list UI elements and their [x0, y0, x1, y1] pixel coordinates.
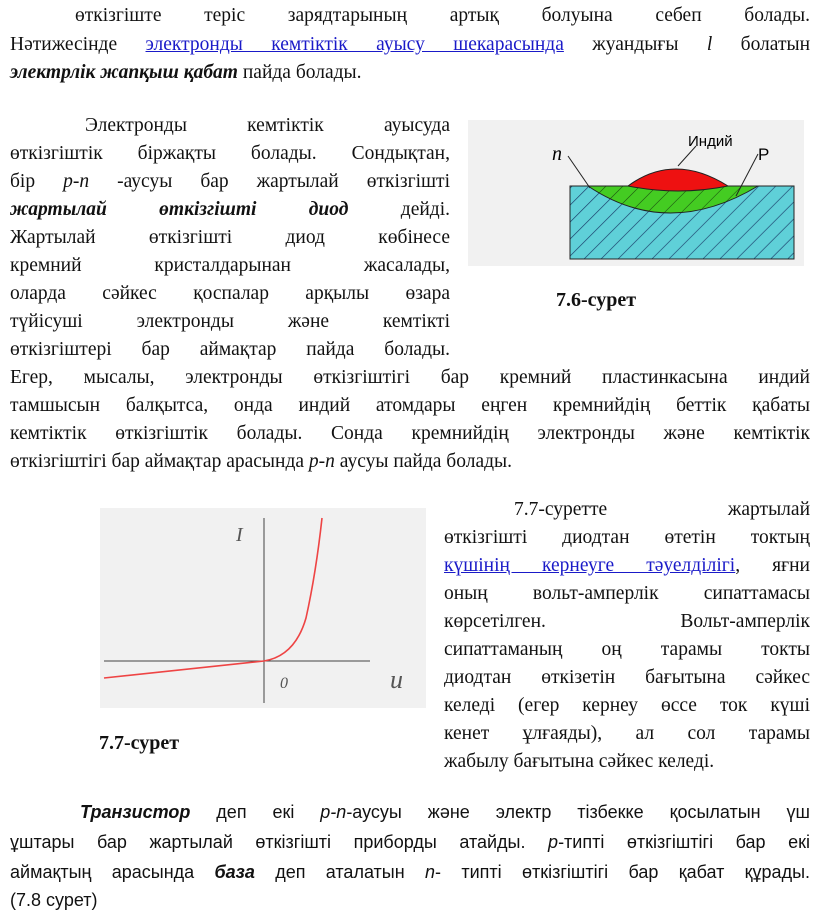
para4-text-3c: - типті өткізгіштігі бар қабат құрады. — [435, 862, 811, 882]
intro-text-3: пайда болады. — [237, 62, 362, 83]
para3-text-1: 7.7-суретте жартылай — [514, 499, 810, 520]
fig76-caption: 7.6-сурет — [556, 289, 637, 311]
thickness-variable: l — [706, 34, 713, 55]
para2-text-1: Электронды кемтіктік ауысуда — [85, 115, 450, 136]
figure-7-6 — [468, 120, 804, 266]
current-voltage-link[interactable]: күшінің кернеуге тәуелділігі — [444, 555, 736, 576]
para2-text-4: дейді. — [348, 199, 450, 220]
para3-line-9 — [444, 721, 810, 747]
para2-text-3b: -аусуы бар жартылай өткізгішті — [89, 171, 450, 192]
para2-text-8: түйісуші электронды және кемтікті — [10, 311, 450, 332]
para3-line-2 — [444, 525, 810, 551]
pn-boundary-link[interactable]: электронды кемтіктік ауысу шекарасында — [145, 34, 564, 55]
intro-text-2a: Нәтижесінде — [10, 34, 146, 55]
para3-text-2: өткізгішті диодтан өтетін токтың — [444, 527, 810, 548]
para2-line-5 — [10, 225, 450, 251]
figure-7-7 — [100, 508, 426, 708]
para2-line-3 — [10, 169, 450, 195]
para2-text-6: кремний кристалдарынан жасалады, — [10, 255, 450, 276]
para3-text-8: келеді (егер кернеу өссе ток күші — [444, 695, 810, 716]
para3-line-3 — [444, 553, 810, 579]
para4-text-1b: -аусуы және электр тізбекке қосылатын үш — [346, 802, 810, 822]
para4-text-2b: -типті өткізгіштігі бар екі — [558, 832, 810, 852]
para4-text-3b: деп аталатын — [254, 862, 426, 882]
fig77-caption: 7.7-сурет — [99, 732, 180, 754]
para2-text-10: Егер, мысалы, электронды өткізгіштігі бар кремний пластинкасына индий — [10, 367, 810, 388]
para2-text-11: тамшысын балқытса, онда индий атомдары еңген кремнийдің беттік қабаты — [10, 395, 810, 416]
para3-text-9: кенет ұлғаяды), ал сол тарамы — [444, 723, 810, 744]
axis-y-label: I — [236, 524, 243, 546]
origin-label: 0 — [280, 675, 288, 692]
para3-line-7 — [444, 665, 810, 691]
barrier-layer-term: электрлік жапқыш қабат — [10, 62, 238, 83]
para2-text-13a: өткізгіштігі бар аймақтар арасында — [10, 451, 309, 472]
p-type-term: p — [548, 832, 559, 852]
para2-full-1 — [10, 365, 810, 391]
para2-text-12: кемтіктік өткізгіштік болады. Сонда кремнийдің электронды және кемтіктік — [10, 423, 810, 444]
pn-term: p-n — [63, 171, 90, 192]
para3-line-1 — [444, 497, 810, 523]
para3-text-10: жабылу бағытына сәйкес келеді. — [444, 751, 715, 772]
indium-drop — [628, 169, 728, 191]
para3-text-6: сипаттаманың оң тарамы токты — [444, 639, 810, 660]
para4-line-2 — [10, 827, 810, 857]
para2-line-9 — [10, 337, 450, 363]
base-term: база — [214, 862, 255, 882]
transistor-term: Транзистор — [80, 802, 191, 822]
para3-text-4: оның вольт-амперлік сипаттамасы — [444, 583, 810, 604]
para3-text-5: көрсетілген. Вольт-амперлік — [444, 611, 810, 632]
para2-text-13b: аусуы пайда болады. — [334, 451, 512, 472]
para3-line-10 — [444, 749, 810, 775]
diode-structure-diagram — [468, 120, 804, 266]
intro-text-2c: болатын — [712, 34, 810, 55]
para2-line-1 — [10, 113, 450, 139]
label-p: P — [758, 145, 770, 164]
para4-line-4 — [10, 885, 810, 915]
para3-line-5 — [444, 609, 810, 635]
para4-line-3 — [10, 857, 810, 887]
para3-text-3: , яғни — [735, 555, 810, 576]
n-type-term: n — [425, 862, 436, 882]
diode-term: жартылай өткізгішті диод — [10, 199, 349, 220]
para2-line-8 — [10, 309, 450, 335]
para2-text-7: оларда сәйкес қоспалар арқылы өзара — [10, 283, 450, 304]
para3-line-6 — [444, 637, 810, 663]
para3-line-8 — [444, 693, 810, 719]
para2-full-3 — [10, 421, 810, 447]
axis-x-label: u — [390, 665, 403, 694]
intro-line-2 — [10, 32, 810, 58]
intro-text-2b: жуандығы — [563, 34, 707, 55]
para3-text-7: диодтан өткізетін бағытына сәйкес — [444, 667, 810, 688]
iv-curve — [104, 518, 322, 678]
para3-line-4 — [444, 581, 810, 607]
para2-text-3a: бір — [10, 171, 64, 192]
para4-text-3a: аймақтың арасында — [10, 862, 215, 882]
label-n: n — [552, 143, 562, 165]
para2-text-2: өткізгіштік біржақты болады. Сондықтан, — [10, 143, 450, 164]
para2-full-4 — [10, 449, 810, 475]
para2-line-4 — [10, 197, 450, 223]
label-indium: Индий — [688, 133, 733, 150]
para2-line-6 — [10, 253, 450, 279]
para2-text-9: өткізгіштері бар аймақтар пайда болады. — [10, 339, 450, 360]
para2-full-2 — [10, 393, 810, 419]
para2-line-7 — [10, 281, 450, 307]
para4-text-2a: ұштары бар жартылай өткізгішті приборды атайды. — [10, 832, 549, 852]
pn-term-3: p-n — [320, 802, 347, 822]
pn-term-2: p-n — [308, 451, 335, 472]
intro-line-3 — [10, 60, 810, 86]
para4-text-4: (7.8 сурет) — [10, 890, 98, 910]
volt-ampere-chart — [100, 508, 426, 708]
para4-text-1a: деп екі — [190, 802, 321, 822]
para2-line-2 — [10, 141, 450, 167]
intro-line-1 — [10, 3, 810, 29]
para4-line-1 — [10, 797, 810, 827]
para2-text-5: Жартылай өткізгішті диод көбінесе — [10, 227, 450, 248]
n-pointer — [568, 156, 590, 188]
intro-text-1: өткізгіште теріс зарядтарының артық болуына себеп болады. — [75, 5, 810, 26]
